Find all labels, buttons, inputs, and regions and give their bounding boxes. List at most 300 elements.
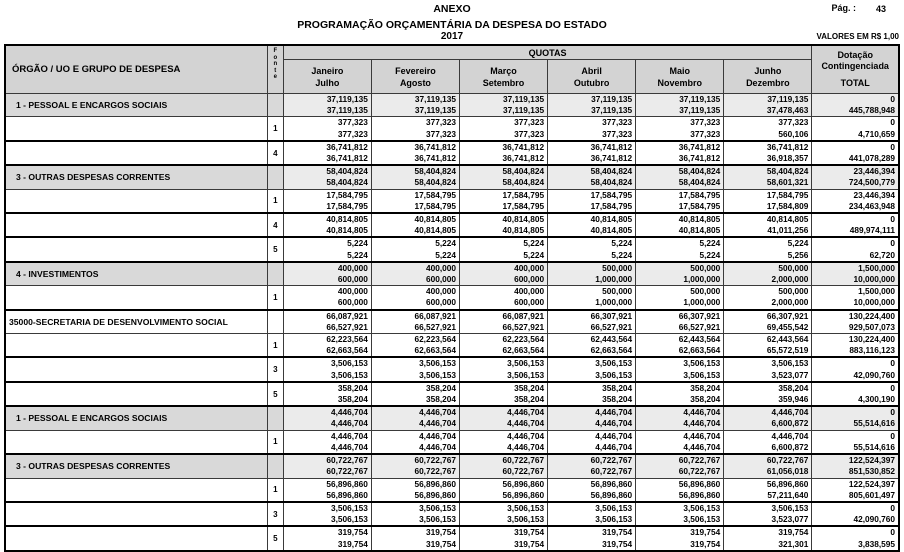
month-value-cell — [283, 406, 371, 430]
month-value-cell — [548, 237, 636, 261]
value-line2: 4,446,704 — [507, 418, 545, 429]
value-line1: 122,524,397 — [848, 478, 895, 489]
organ-column-header: ÓRGÃO / UO E GRUPO DE DESPESA — [5, 45, 267, 94]
table-row — [5, 382, 899, 406]
value-line1: 319,754 — [602, 527, 633, 538]
value-line1: 319,754 — [337, 527, 368, 538]
month-bottom: Novembro — [657, 77, 702, 88]
month-value-cell — [724, 262, 812, 286]
value-line2: 3,838,595 — [858, 538, 895, 549]
month-value-cell — [724, 141, 812, 165]
value-line2: 65,572,519 — [766, 345, 809, 356]
value-line1: 130,224,400 — [848, 310, 895, 321]
value-line2: 359,946 — [778, 394, 809, 405]
value-line2: 55,514,616 — [853, 441, 895, 452]
month-value-cell — [283, 262, 371, 286]
fonte-letter: F — [273, 48, 278, 54]
month-value-cell — [724, 165, 812, 189]
value-line1: 3,506,153 — [683, 358, 721, 369]
month-value-cell — [548, 165, 636, 189]
page-label: Pág. : — [831, 3, 856, 13]
value-line2: 62,663,564 — [678, 345, 721, 356]
value-line2: 56,896,860 — [502, 489, 545, 500]
month-value-cell — [459, 286, 547, 310]
month-value-cell — [371, 502, 459, 526]
month-value-cell — [283, 237, 371, 261]
value-line1: 500,000 — [778, 262, 809, 273]
fonte-code: 1 — [267, 286, 283, 310]
month-value-cell — [724, 237, 812, 261]
value-line1: 3,506,153 — [507, 358, 545, 369]
value-line2: 3,506,153 — [683, 514, 721, 525]
table-row — [5, 189, 899, 213]
fonte-code: 5 — [267, 526, 283, 550]
fonte-code — [267, 454, 283, 478]
value-line1: 5,224 — [347, 238, 368, 249]
month-value-cell — [724, 382, 812, 406]
value-line1: 3,506,153 — [330, 358, 368, 369]
month-value-cell — [636, 117, 724, 141]
table-row — [5, 406, 899, 430]
value-line1: 58,404,824 — [678, 166, 721, 177]
value-line1: 36,741,812 — [678, 141, 721, 152]
value-line1: 400,000 — [337, 286, 368, 297]
month-top: Fevereiro — [395, 65, 436, 76]
row-total-cell — [812, 454, 899, 478]
month-value-cell — [548, 310, 636, 334]
value-line1: 5,224 — [523, 238, 545, 249]
month-column-header — [283, 60, 371, 94]
value-line1: 62,443,564 — [590, 334, 633, 345]
value-line1: 66,087,921 — [414, 310, 456, 321]
month-value-cell — [459, 94, 547, 117]
value-line2: 600,000 — [514, 297, 545, 308]
value-line1: 17,584,795 — [326, 189, 368, 200]
value-line2: 5,224 — [611, 249, 633, 260]
value-line1: 358,204 — [337, 382, 368, 393]
month-value-cell — [548, 94, 636, 117]
value-line2: 40,814,805 — [502, 225, 545, 236]
value-line1: 0 — [890, 214, 895, 225]
value-line2: 4,446,704 — [683, 441, 721, 452]
value-line2: 37,119,135 — [503, 105, 545, 116]
value-line1: 400,000 — [337, 262, 368, 273]
table-body — [5, 94, 899, 551]
table-row — [5, 310, 899, 334]
row-label — [5, 526, 267, 550]
value-line2: 40,814,805 — [678, 225, 721, 236]
value-line2: 319,754 — [425, 538, 456, 549]
month-value-cell — [636, 262, 724, 286]
value-line2: 58,404,824 — [414, 177, 456, 188]
value-line2: 1,000,000 — [595, 274, 633, 285]
month-value-cell — [283, 213, 371, 237]
month-value-cell — [724, 334, 812, 358]
value-line2: 3,506,153 — [330, 514, 368, 525]
value-line2: 883,116,123 — [849, 345, 895, 356]
month-value-cell — [724, 286, 812, 310]
value-line1: 358,204 — [778, 382, 809, 393]
value-line1: 40,814,805 — [502, 214, 545, 225]
value-line2: 62,720 — [869, 249, 895, 260]
fonte-code: 3 — [267, 357, 283, 381]
month-value-cell — [283, 526, 371, 550]
month-bottom: Agosto — [399, 77, 431, 88]
month-column-header — [371, 60, 459, 94]
value-line2: 62,663,564 — [590, 345, 633, 356]
value-line2: 3,506,153 — [419, 369, 456, 380]
value-line2: 4,446,704 — [683, 418, 721, 429]
value-line1: 40,814,805 — [414, 214, 456, 225]
month-value-cell — [724, 310, 812, 334]
value-line1: 40,814,805 — [766, 214, 809, 225]
value-line1: 5,224 — [787, 238, 809, 249]
value-line1: 60,722,767 — [590, 455, 633, 466]
value-line2: 4,446,704 — [330, 418, 368, 429]
month-value-cell — [371, 141, 459, 165]
value-line2: 10,000,000 — [853, 297, 895, 308]
value-line2: 58,404,824 — [590, 177, 633, 188]
month-value-cell — [636, 430, 724, 454]
month-value-cell — [459, 165, 547, 189]
value-line2: 929,507,073 — [848, 321, 895, 332]
value-line2: 1,000,000 — [595, 297, 633, 308]
value-line1: 358,204 — [602, 382, 633, 393]
fonte-code: 5 — [267, 382, 283, 406]
value-line1: 17,584,795 — [414, 189, 456, 200]
month-value-cell — [459, 382, 547, 406]
month-value-cell — [371, 165, 459, 189]
month-value-cell — [283, 141, 371, 165]
value-line1: 36,741,812 — [502, 141, 545, 152]
fonte-letter: t — [274, 67, 277, 74]
month-value-cell — [283, 310, 371, 334]
month-value-cell — [724, 502, 812, 526]
value-line2: 60,722,767 — [414, 466, 456, 477]
values-note: VALORES EM R$ 1,00 — [816, 32, 899, 41]
row-total-cell — [812, 237, 899, 261]
value-line1: 58,404,824 — [590, 166, 633, 177]
month-value-cell — [548, 502, 636, 526]
value-line1: 58,404,824 — [766, 166, 809, 177]
month-value-cell — [636, 237, 724, 261]
value-line2: 358,204 — [514, 394, 545, 405]
value-line1: 400,000 — [514, 286, 545, 297]
month-value-cell — [636, 478, 724, 502]
value-line1: 400,000 — [425, 262, 456, 273]
row-label: 1 - PESSOAL E ENCARGOS SOCIAIS — [5, 94, 267, 117]
month-value-cell — [371, 310, 459, 334]
month-value-cell — [371, 430, 459, 454]
month-value-cell — [371, 526, 459, 550]
month-value-cell — [283, 382, 371, 406]
value-line1: 0 — [890, 141, 895, 152]
value-line1: 4,446,704 — [507, 407, 545, 418]
value-line1: 377,323 — [778, 117, 809, 128]
value-line1: 3,506,153 — [419, 502, 456, 513]
value-line1: 17,584,795 — [590, 189, 633, 200]
row-total-cell — [812, 334, 899, 358]
row-label — [5, 334, 267, 358]
value-line1: 56,896,860 — [678, 478, 721, 489]
month-value-cell — [724, 478, 812, 502]
value-line1: 5,224 — [699, 238, 721, 249]
value-line2: 319,754 — [337, 538, 368, 549]
month-value-cell — [371, 237, 459, 261]
value-line2: 358,204 — [425, 394, 456, 405]
month-value-cell — [459, 189, 547, 213]
month-value-cell — [548, 357, 636, 381]
value-line2: 62,663,564 — [326, 345, 368, 356]
value-line2: 41,011,256 — [767, 225, 809, 236]
value-line2: 4,446,704 — [507, 441, 545, 452]
month-value-cell — [724, 357, 812, 381]
month-value-cell — [636, 406, 724, 430]
value-line2: 37,478,463 — [766, 105, 809, 116]
value-line2: 600,000 — [514, 274, 545, 285]
value-line1: 0 — [890, 94, 895, 104]
fonte-code: 5 — [267, 237, 283, 261]
row-label: 1 - PESSOAL E ENCARGOS SOCIAIS — [5, 406, 267, 430]
month-value-cell — [283, 94, 371, 117]
value-line2: 600,000 — [337, 274, 368, 285]
value-line1: 358,204 — [690, 382, 721, 393]
month-value-cell — [548, 141, 636, 165]
value-line1: 0 — [890, 238, 895, 249]
row-label: 35000-SECRETARIA DE DESENVOLVIMENTO SOCIAL — [5, 310, 267, 334]
value-line1: 4,446,704 — [595, 407, 633, 418]
row-label: 3 - OUTRAS DESPESAS CORRENTES — [5, 165, 267, 189]
value-line2: 321,301 — [778, 538, 809, 549]
month-value-cell — [636, 310, 724, 334]
value-line2: 3,506,153 — [419, 514, 456, 525]
value-line1: 17,584,795 — [678, 189, 721, 200]
value-line1: 1,500,000 — [858, 262, 895, 273]
month-value-cell — [548, 478, 636, 502]
value-line2: 62,663,564 — [502, 345, 545, 356]
value-line2: 3,523,077 — [771, 369, 809, 380]
month-value-cell — [371, 334, 459, 358]
value-line1: 500,000 — [778, 286, 809, 297]
month-value-cell — [459, 237, 547, 261]
value-line1: 377,323 — [337, 117, 368, 128]
month-value-cell — [371, 117, 459, 141]
month-value-cell — [371, 286, 459, 310]
value-line1: 4,446,704 — [683, 430, 721, 441]
month-value-cell — [371, 454, 459, 478]
value-line1: 0 — [890, 382, 895, 393]
total-header-line: Dotação — [837, 50, 873, 61]
fonte-letter: o — [273, 54, 278, 61]
fonte-code: 1 — [267, 117, 283, 141]
value-line2: 4,446,704 — [595, 441, 633, 452]
value-line2: 234,463,948 — [848, 200, 895, 211]
value-line2: 441,078,289 — [848, 153, 895, 164]
month-value-cell — [459, 526, 547, 550]
value-line1: 4,446,704 — [330, 430, 368, 441]
value-line2: 36,741,812 — [326, 153, 368, 164]
value-line2: 1,000,000 — [683, 297, 721, 308]
row-total-cell — [812, 286, 899, 310]
fonte-code: 4 — [267, 141, 283, 165]
value-line1: 0 — [890, 117, 895, 128]
month-value-cell — [636, 165, 724, 189]
value-line1: 40,814,805 — [678, 214, 721, 225]
value-line2: 40,814,805 — [414, 225, 456, 236]
value-line2: 10,000,000 — [853, 274, 895, 285]
month-value-cell — [283, 430, 371, 454]
row-total-cell — [812, 189, 899, 213]
table-row — [5, 262, 899, 286]
row-label: 4 - INVESTIMENTOS — [5, 262, 267, 286]
value-line2: 3,506,153 — [595, 369, 633, 380]
value-line2: 319,754 — [602, 538, 633, 549]
table-row — [5, 502, 899, 526]
value-line1: 377,323 — [514, 117, 545, 128]
value-line1: 66,307,921 — [590, 310, 633, 321]
value-line1: 3,506,153 — [330, 502, 368, 513]
value-line1: 23,446,394 — [853, 166, 895, 177]
value-line1: 60,722,767 — [502, 455, 545, 466]
month-bottom: Setembro — [482, 77, 525, 88]
month-value-cell — [459, 502, 547, 526]
month-value-cell — [636, 526, 724, 550]
row-total-cell — [812, 478, 899, 502]
value-line1: 377,323 — [690, 117, 721, 128]
value-line1: 17,584,795 — [766, 189, 809, 200]
row-label — [5, 237, 267, 261]
value-line1: 358,204 — [514, 382, 545, 393]
value-line1: 400,000 — [514, 262, 545, 273]
value-line1: 66,087,921 — [326, 310, 368, 321]
table-row — [5, 526, 899, 550]
value-line2: 60,722,767 — [678, 466, 721, 477]
month-value-cell — [724, 430, 812, 454]
month-value-cell — [548, 454, 636, 478]
month-value-cell — [636, 189, 724, 213]
month-value-cell — [548, 334, 636, 358]
value-line1: 40,814,805 — [590, 214, 633, 225]
value-line2: 600,000 — [425, 274, 456, 285]
value-line1: 4,446,704 — [419, 430, 456, 441]
month-value-cell — [724, 213, 812, 237]
row-label — [5, 502, 267, 526]
value-line2: 319,754 — [514, 538, 545, 549]
month-value-cell — [371, 262, 459, 286]
value-line1: 60,722,767 — [414, 455, 456, 466]
month-value-cell — [459, 262, 547, 286]
value-line1: 56,896,860 — [414, 478, 456, 489]
value-line1: 4,446,704 — [330, 407, 368, 418]
month-value-cell — [459, 430, 547, 454]
month-value-cell — [459, 310, 547, 334]
table-row — [5, 357, 899, 381]
value-line2: 3,506,153 — [683, 369, 721, 380]
value-line1: 62,223,564 — [326, 334, 368, 345]
value-line1: 60,722,767 — [678, 455, 721, 466]
value-line2: 358,204 — [602, 394, 633, 405]
value-line2: 5,256 — [787, 249, 809, 260]
month-value-cell — [548, 526, 636, 550]
value-line1: 62,223,564 — [502, 334, 545, 345]
fonte-code: 3 — [267, 502, 283, 526]
row-label — [5, 141, 267, 165]
value-line2: 36,741,812 — [678, 153, 721, 164]
month-value-cell — [371, 406, 459, 430]
value-line1: 500,000 — [690, 262, 721, 273]
row-label — [5, 478, 267, 502]
value-line2: 58,404,824 — [326, 177, 368, 188]
row-total-cell — [812, 213, 899, 237]
month-value-cell — [371, 213, 459, 237]
table-row — [5, 286, 899, 310]
month-top: Abril — [581, 65, 602, 76]
value-line1: 4,446,704 — [507, 430, 545, 441]
row-total-cell — [812, 262, 899, 286]
value-line2: 56,896,860 — [326, 489, 368, 500]
row-label — [5, 430, 267, 454]
value-line1: 3,506,153 — [595, 502, 633, 513]
month-column-header — [459, 60, 547, 94]
value-line2: 377,323 — [425, 128, 456, 139]
total-column-header — [812, 45, 899, 94]
value-line2: 5,224 — [347, 249, 368, 260]
month-column-header — [548, 60, 636, 94]
value-line2: 62,663,564 — [414, 345, 456, 356]
month-value-cell — [724, 454, 812, 478]
value-line2: 17,584,795 — [326, 200, 368, 211]
value-line2: 55,514,616 — [853, 418, 895, 429]
value-line2: 36,741,812 — [414, 153, 456, 164]
month-value-cell — [371, 357, 459, 381]
month-value-cell — [283, 117, 371, 141]
table-row — [5, 117, 899, 141]
row-label — [5, 357, 267, 381]
fonte-code: 1 — [267, 334, 283, 358]
month-value-cell — [548, 213, 636, 237]
value-line2: 4,710,659 — [858, 128, 895, 139]
page-number: 43 — [875, 4, 886, 14]
quotas-header: QUOTAS — [283, 45, 812, 60]
month-value-cell — [724, 189, 812, 213]
value-line1: 3,506,153 — [683, 502, 721, 513]
month-value-cell — [283, 478, 371, 502]
month-bottom: Julho — [315, 77, 340, 88]
value-line1: 60,722,767 — [326, 455, 368, 466]
value-line2: 17,584,795 — [502, 200, 545, 211]
value-line2: 36,918,357 — [766, 153, 809, 164]
row-label — [5, 286, 267, 310]
value-line2: 805,601,497 — [848, 489, 895, 500]
table-row — [5, 213, 899, 237]
value-line2: 5,224 — [435, 249, 456, 260]
table-row — [5, 94, 899, 117]
value-line2: 17,584,795 — [590, 200, 633, 211]
table-header — [5, 45, 899, 94]
month-top: Janeiro — [311, 65, 344, 76]
month-top: Maio — [669, 65, 690, 76]
fonte-code — [267, 165, 283, 189]
value-line2: 37,119,135 — [591, 105, 633, 116]
table-row — [5, 165, 899, 189]
fonte-code — [267, 406, 283, 430]
row-label — [5, 382, 267, 406]
fonte-code: 1 — [267, 478, 283, 502]
month-bottom: Outubro — [573, 77, 610, 88]
value-line1: 56,896,860 — [766, 478, 809, 489]
value-line1: 37,119,135 — [679, 94, 721, 104]
fonte-column-header — [267, 45, 283, 94]
